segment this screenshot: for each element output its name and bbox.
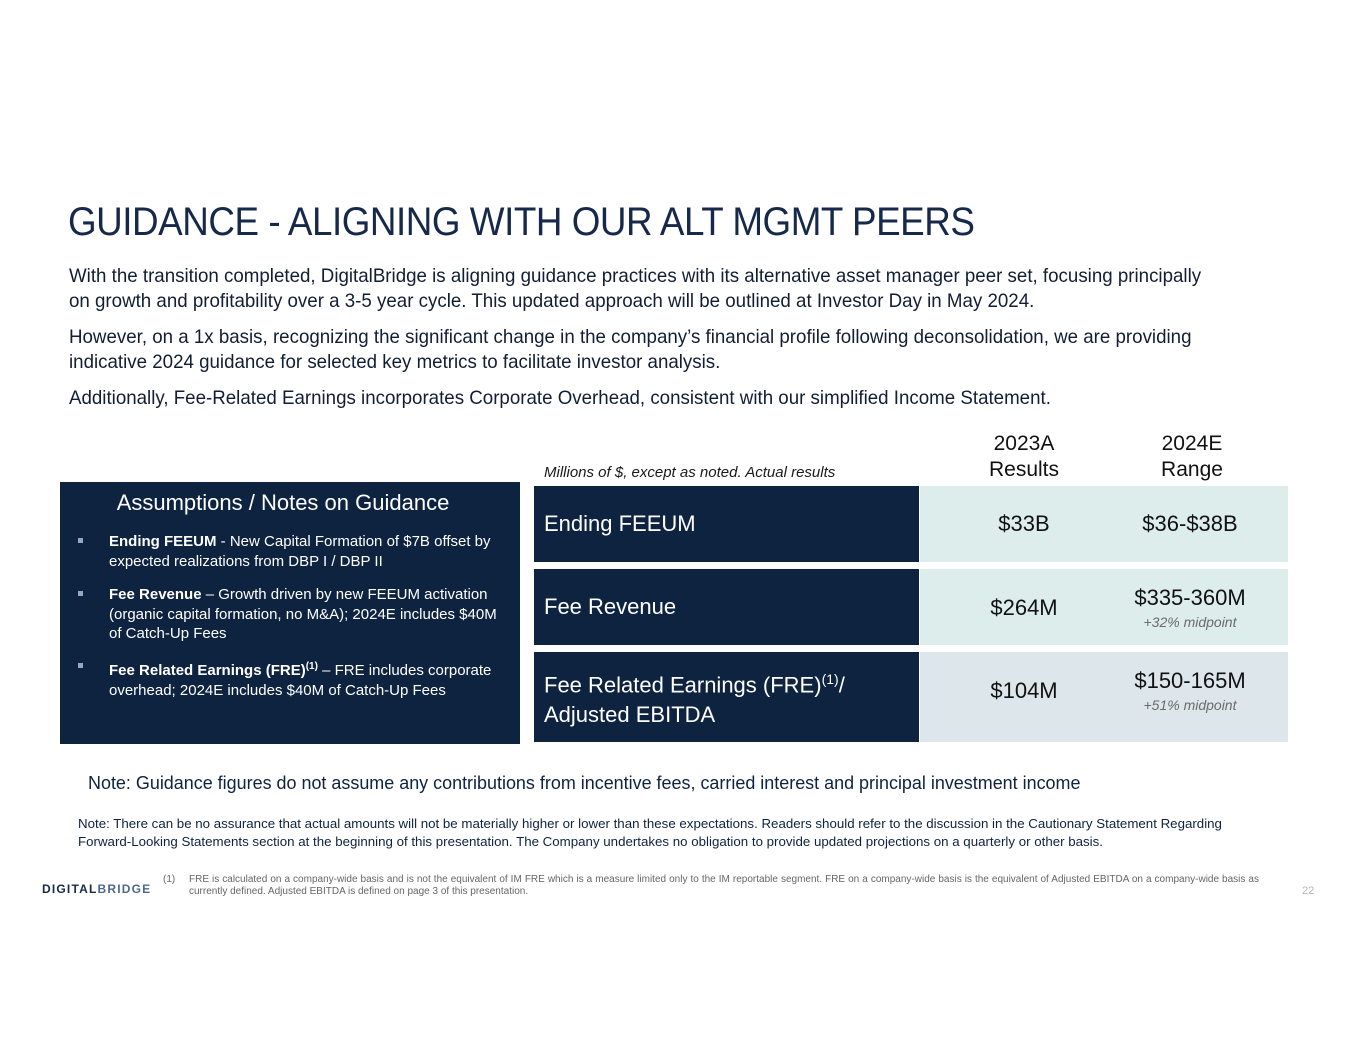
assumptions-title: Assumptions / Notes on Guidance [116,490,450,515]
assumption-bullet [78,532,508,571]
footnote-superscript: (1) [305,661,318,672]
footnote-superscript: (1) [821,671,839,688]
column-header-2023a [954,431,1094,483]
midpoint-note: +51% midpoint [1143,697,1237,713]
bullet-heading: Fee Related Earnings (FRE) [109,662,306,679]
guidance-row-fee-revenue [534,569,1288,645]
bullet-square-icon [78,591,83,596]
bullet-separator: – [317,662,335,679]
bullet-square-icon [78,538,83,543]
bullet-heading: Fee Revenue [109,586,202,603]
row-values [920,486,1288,562]
bullet-heading: Ending FEEUM [109,533,217,550]
row-values [920,569,1288,645]
footnote-text: FRE is calculated on a company-wide basis and is not the equivalent of IM FRE which is a measure limited only to the IM reportable segment. FRE on a company-wide basis is the equivalent of Adjusted EBITDA on a company-wide basis as currently defined. Adjusted EBITDA is defined on page 3 of this presentation. [189,874,1259,897]
row-label [534,652,919,742]
intro-paragraph-3: Additionally, Fee-Related Earnings incorporates Corporate Overhead, consistent with our simplified Income Statement. [69,387,1051,409]
column-header-line: Range [1161,458,1223,481]
bullet-separator: - [216,533,230,550]
bullet-square-icon [78,663,83,668]
page-title: GUIDANCE - ALIGNING WITH OUR ALT MGMT PEERS [68,200,975,244]
guidance-row-ending-feeum [534,486,1288,562]
actual-value: $264M [990,595,1058,620]
disclaimer-note: Note: There can be no assurance that actual amounts will not be materially higher or lower than these expectations. Readers should refer to the discussion in the Cautionary Statement Regarding Forward-Looking Statements section at the beginning of this presentation. The Company undertakes no obligation to provide updated projections on a quarterly or other basis. [78,816,1222,849]
actual-value: $33B [998,511,1050,536]
midpoint-note: +32% midpoint [1143,614,1237,630]
units-note: Millions of $, except as noted. Actual results [544,464,836,481]
column-header-2024e [1122,431,1262,483]
assumptions-panel [60,482,520,744]
guidance-note: Note: Guidance figures do not assume any contributions from incentive fees, carried interest and principal investment income [88,772,1081,793]
row-values [920,652,1288,742]
intro-paragraph-1: With the transition completed, DigitalBridge is aligning guidance practices with its alternative asset manager peer set, focusing principally on growth and profitability over a 3-5 year cycle. This updated approach will be outlined at Investor Day in May 2024. [69,265,1202,312]
range-value: $36-$38B [1142,511,1238,536]
row-label-line-2: Adjusted EBITDA [544,701,716,727]
assumption-bullet [78,585,508,644]
column-header-line: 2024E [1161,432,1223,455]
bullet-text: FRE includes corporate overhead; 2024E includes $40M of Catch-Up Fees [109,662,492,699]
column-header-line: 2023A [993,432,1055,455]
page-number: 22 [1302,885,1315,897]
range-value: $335-360M [1134,585,1246,610]
actual-value: $104M [990,678,1058,703]
range-value: $150-165M [1134,668,1246,693]
column-header-line: Results [988,458,1060,481]
footnote-marker: (1) [163,874,176,885]
row-label: Fee Revenue [534,569,919,645]
row-label: Ending FEEUM [534,486,919,562]
logo-text-part: BRIDGE [97,882,152,896]
digitalbridge-logo [42,882,151,896]
row-label-separator: / [838,672,845,698]
logo-text-part: DIGITAL [42,882,98,896]
guidance-row-fre [534,652,1288,742]
assumption-bullet [78,657,508,700]
bullet-text: Growth driven by new FEEUM activation (organic capital formation, no M&A); 2024E includes $40M of Catch-Up Fees [109,586,497,642]
intro-paragraph-2: However, on a 1x basis, recognizing the significant change in the company’s financial profile following deconsolidation, we are providing indicative 2024 guidance for selected key metrics to facilitate investor analysis. [69,326,1192,373]
row-label-line-1: Fee Related Earnings (FRE) [544,672,822,698]
bullet-separator: – [201,586,219,603]
bullet-text: New Capital Formation of $7B offset by expected realizations from DBP I / DBP II [109,533,491,570]
